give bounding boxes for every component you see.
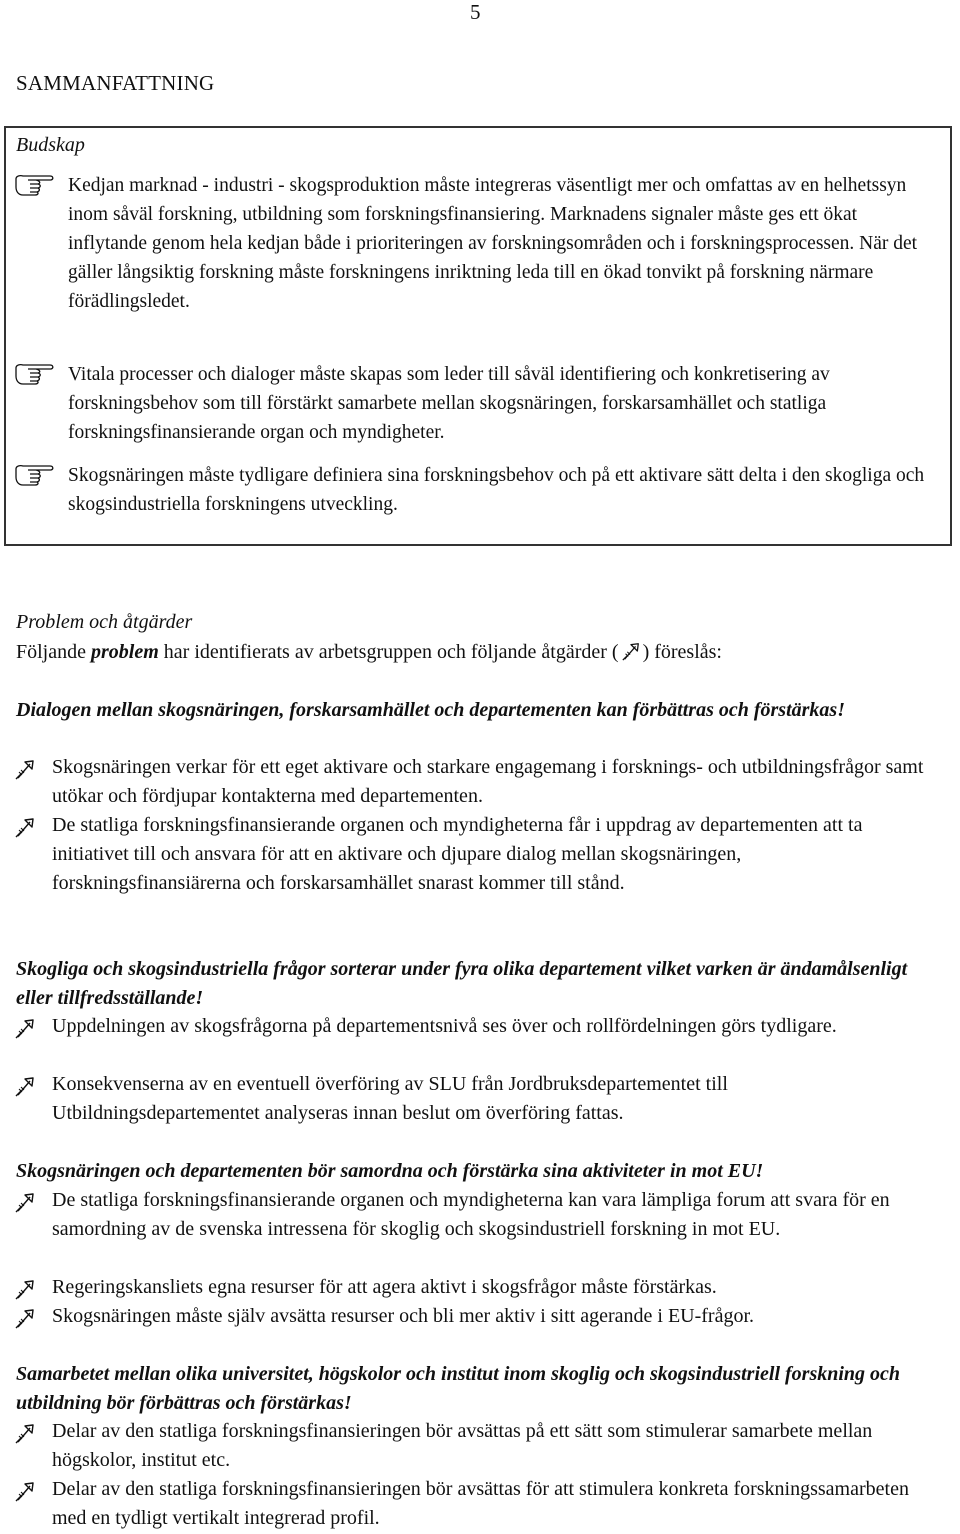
pointing-hand-icon	[14, 173, 56, 197]
action-item: Delar av den statliga forskningsfinansieringen bör avsättas på ett sätt som stimulerar samarbete mellan högskolor, institut etc.	[52, 1417, 932, 1475]
arrow-icon	[14, 1191, 36, 1213]
pointing-hand-icon	[14, 362, 56, 386]
page-title: SAMMANFATTNING	[16, 71, 215, 95]
action-item: Delar av den statliga forskningsfinansieringen bör avsättas för att stimulera konkreta forskningssamarbeten med en tydligt vertikalt integrerad profil.	[52, 1475, 932, 1533]
problem-intro: Följande problem har identifierats av arbetsgruppen och följande åtgärder ( ) föreslås:	[16, 641, 722, 663]
arrow-icon	[14, 758, 36, 780]
group-heading: Skogsnäringen och departementen bör samordna och förstärka sina aktiviteter in mot EU!	[16, 1160, 764, 1182]
budskap-item-text: Vitala processer och dialoger måste skapas som leder till såväl identifiering och konkretisering av forskningsbehov som till förstärkt samarbete mellan skogsnäringen, forskarsamhället och statliga forskningsfinansierande organ och myndigheter.	[68, 364, 830, 443]
pointing-hand-icon	[14, 463, 56, 487]
arrow-icon	[14, 1480, 36, 1502]
action-item: Skogsnäringen måste själv avsätta resurser och bli mer aktiv i sitt agerande i EU-frågor.	[52, 1302, 932, 1331]
budskap-item-text: Kedjan marknad - industri - skogsproduktion måste integreras väsentligt mer och omfattas av en helhetssyn inom såväl forskning, utbildning som forskningsfinansiering. Marknadens signaler måste ges ett ökat inflytande genom hela kedjan både i prioriteringen av forskningsområden och i forskningsprocessen. När det gäller långsiktig forskning måste forskningens inriktning leda till en ökad tonvikt på forskning närmare förädlingsledet.	[68, 175, 918, 312]
action-item: Regeringskansliets egna resurser för att agera aktivt i skogsfrågor måste förstärkas.	[52, 1273, 932, 1302]
arrow-icon	[14, 1422, 36, 1444]
budskap-item-text: Skogsnäringen måste tydligare definiera sina forskningsbehov och på ett aktivare sätt delta i den skogliga och skogsindustriella forskningens utveckling.	[68, 465, 925, 515]
arrow-icon	[14, 1278, 36, 1300]
budskap-box	[4, 126, 952, 546]
action-item: Konsekvenserna av en eventuell överföring av SLU från Jordbruksdepartementet till Utbildningsdepartementet analyseras innan beslut om överföring fattas.	[52, 1070, 932, 1128]
arrow-icon	[14, 1017, 36, 1039]
problem-word: problem	[91, 641, 159, 663]
group-heading: Skogliga och skogsindustriella frågor sorterar under fyra olika departement vilket varken är ändamålsenligt eller tillfredsställande!	[16, 958, 908, 1009]
page-number: 5	[470, 0, 481, 24]
group-heading: Samarbetet mellan olika universitet, högskolor och institut inom skoglig och skogsindustriell forskning och utbildning bör förbättras och förstärkas!	[16, 1363, 901, 1414]
arrow-icon	[621, 641, 641, 661]
budskap-heading: Budskap	[16, 134, 85, 156]
arrow-icon	[14, 1307, 36, 1329]
problem-heading: Problem och åtgärder	[16, 611, 193, 633]
budskap-item	[68, 171, 936, 316]
budskap-item	[68, 461, 936, 519]
budskap-item	[68, 360, 936, 447]
arrow-icon	[14, 1075, 36, 1097]
arrow-icon	[14, 816, 36, 838]
action-item: Skogsnäringen verkar för ett eget aktivare och starkare engagemang i forsknings- och utbildningsfrågor samt utökar och fördjupar kontakterna med departementen.	[52, 753, 932, 811]
group-heading: Dialogen mellan skogsnäringen, forskarsamhället och departementen kan förbättras och förstärkas!	[16, 699, 845, 721]
action-item: Uppdelningen av skogsfrågorna på departementsnivå ses över och rollfördelningen görs tydligare.	[52, 1012, 932, 1041]
action-item: De statliga forskningsfinansierande organen och myndigheterna får i uppdrag av departementen att ta initiativet till och ansvara för att en aktivare och djupare dialog mellan skogsnäringen, forskningsfinansiärerna och forskarsamhället snarast kommer till stånd.	[52, 811, 932, 898]
action-item: De statliga forskningsfinansierande organen och myndigheterna kan vara lämpliga forum att svara för en samordning av de svenska intressena för skoglig och skogsindustriell forskning in mot EU.	[52, 1186, 932, 1244]
